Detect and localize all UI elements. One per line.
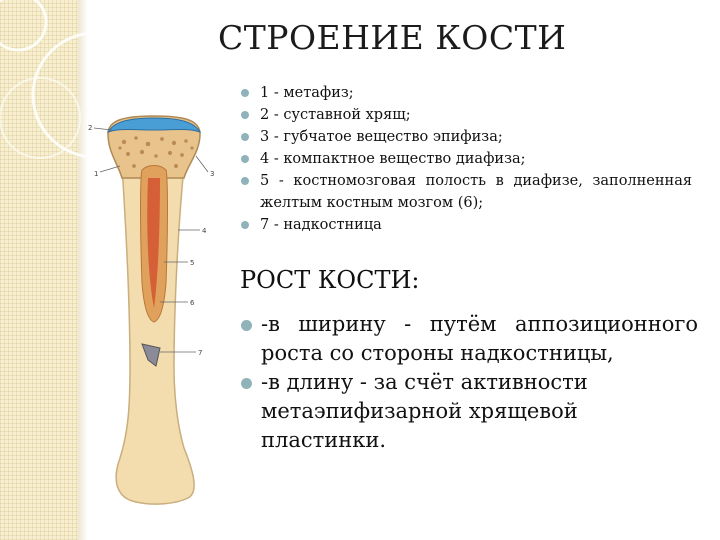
- list-item: 3 - губчатое вещество эпифиза;: [240, 126, 692, 148]
- bone-parts-list: [240, 82, 692, 236]
- label-1: 1: [94, 170, 99, 178]
- bone-diagram: [84, 108, 224, 508]
- list-item: -в ширину - путём аппозиционного роста со стороны надкостницы,: [240, 310, 698, 368]
- label-5: 5: [190, 259, 195, 267]
- label-3: 3: [210, 170, 215, 178]
- section-title: РОСТ КОСТИ:: [240, 266, 420, 294]
- bone-growth-list: [240, 310, 698, 455]
- list-item: 2 - суставной хрящ;: [240, 104, 692, 126]
- page-title: СТРОЕНИЕ КОСТИ: [218, 18, 567, 57]
- label-7: 7: [198, 349, 203, 357]
- list-item: -в длину - за счёт активности метаэпифизарной хрящевой пластинки.: [240, 368, 698, 455]
- label-4: 4: [202, 227, 207, 235]
- list-item: 5 - костномозговая полость в диафизе, заполненная желтым костным мозгом (6);: [240, 170, 692, 214]
- label-6: 6: [190, 299, 195, 307]
- list-item: 1 - метафиз;: [240, 82, 692, 104]
- list-item: 7 - надкостница: [240, 214, 692, 236]
- list-item: 4 - компактное вещество диафиза;: [240, 148, 692, 170]
- label-2: 2: [88, 124, 93, 132]
